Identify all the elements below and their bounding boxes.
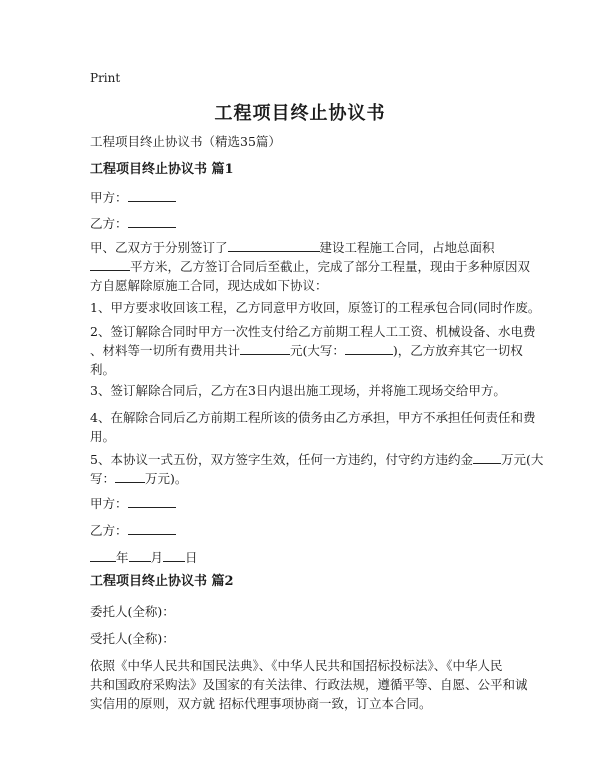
intro-line-3: 方自愿解除原施工合同，现达成如下协议： [90, 278, 328, 293]
party-b-blank [128, 215, 176, 228]
sign-a-blank [128, 495, 176, 508]
year-label: 年 [116, 550, 129, 565]
penalty-words-blank [115, 470, 145, 483]
section2-heading: 工程项目终止协议书 篇2 [90, 574, 234, 589]
section2-para-line-1: 依照《中华人民共和国民法典》、《中华人民共和国招标投标法》、《中华人民 [90, 658, 503, 673]
item-2-text-a: 、材料等一切所有费用共计 [90, 343, 241, 358]
item-2-text-c: )，乙方放弃其它一切权 [392, 343, 523, 358]
item-5-line-2 [90, 469, 187, 489]
party-b-label: 乙方： [90, 216, 128, 231]
principal-label: 委托人(全称)： [90, 604, 175, 619]
date-line [90, 548, 198, 568]
item-2-line-1: 2、签订解除合同时甲方一次性支付给乙方前期工程人工工资、机械设备、水电费 [90, 324, 536, 339]
sign-b-blank [128, 522, 176, 535]
sign-b-line [90, 521, 176, 541]
section2-para-line-3: 实信用的原则，双方就 招标代理事项协商一致，订立本合同。 [90, 696, 432, 711]
party-a-line [90, 188, 176, 208]
month-blank [129, 549, 151, 562]
penalty-blank [473, 451, 501, 464]
item-1: 1、甲方要求收回该工程，乙方同意甲方收回，原签订的工程承包合同(同时作废。 [90, 300, 541, 315]
item-5-text-d: 万元)。 [145, 471, 188, 486]
item-2-line-2 [90, 341, 523, 361]
item-5-text-b: 万元(大 [500, 452, 544, 467]
party-b-line [90, 214, 176, 234]
area-blank [90, 258, 130, 271]
intro-line-2 [90, 257, 530, 277]
item-5-text-a: 5、本协议一式五份，双方签字生效，任何一方违约，付守约方违约金 [90, 452, 473, 467]
item-3: 3、签订解除合同后，乙方在3日内退出施工现场，并将施工现场交给甲方。 [90, 383, 506, 398]
intro-text-2: 平方米，乙方签订合同后至截止，完成了部分工程量，现由于多种原因双 [130, 259, 531, 274]
intro-text-1a: 甲、乙双方于分别签订了 [90, 240, 228, 255]
subtitle: 工程项目终止协议书（精选35篇） [90, 134, 281, 149]
item-2-line-3: 利。 [90, 362, 116, 377]
page-title: 工程项目终止协议书 [214, 103, 386, 124]
month-label: 月 [150, 550, 164, 565]
sign-b-label: 乙方： [90, 523, 128, 538]
year-blank [90, 549, 116, 562]
total-amount-blank [240, 342, 290, 355]
print-label[interactable]: Print [90, 71, 121, 85]
contract-date-blank [228, 239, 320, 252]
item-5-text-c: 写： [90, 471, 116, 486]
party-a-label: 甲方： [90, 190, 128, 205]
day-blank [163, 549, 185, 562]
agent-label: 受托人(全称)： [90, 631, 175, 646]
party-a-blank [128, 189, 176, 202]
item-2-text-b: 元(大写： [290, 343, 345, 358]
intro-line-1 [90, 238, 495, 258]
section2-para-line-2: 共和国政府采购法》及国家的有关法律、行政法规，遵循平等、自愿、公平和诚 [90, 677, 528, 692]
item-4-line-2: 用。 [90, 429, 116, 444]
intro-text-1b: 建设工程施工合同，占地总面积 [319, 240, 495, 255]
day-label: 日 [185, 550, 198, 565]
amount-words-blank [345, 342, 393, 355]
sign-a-line [90, 494, 176, 514]
section1-heading: 工程项目终止协议书 篇1 [90, 162, 234, 177]
item-4-line-1: 4、在解除合同后乙方前期工程所该的债务由乙方承担，甲方不承担任何责任和费 [90, 410, 536, 425]
item-5-line-1 [90, 450, 543, 470]
sign-a-label: 甲方： [90, 496, 128, 511]
